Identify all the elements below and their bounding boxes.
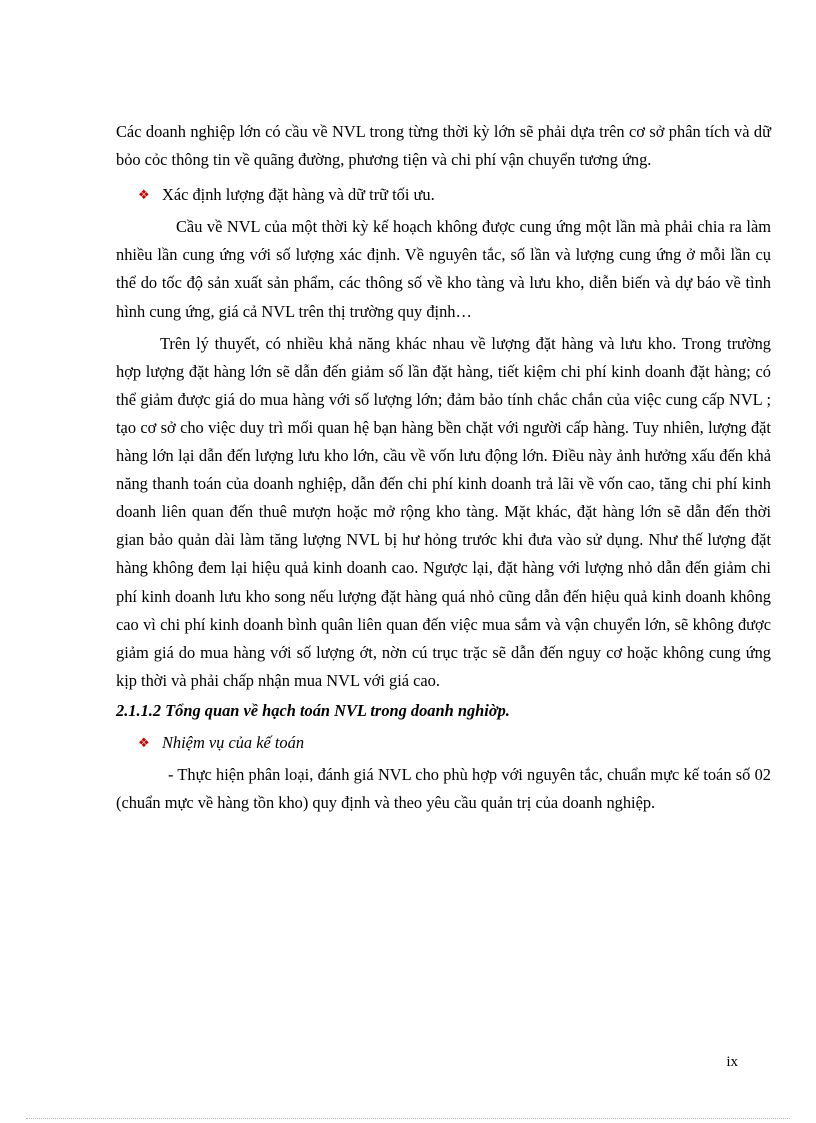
diamond-bullet-icon: ❖ (138, 735, 150, 751)
page-boundary-line (26, 1118, 790, 1119)
paragraph-order-theory: Trên lý thuyết, có nhiều khả năng khác nhau về lượng đặt hàng và lưu kho. Trong trường hợp lượng đặt hàng lớn sẽ dẫn đến giảm số lần đặt hàng, tiết kiệm chi phí kinh doanh đặt hàng; có thể giảm được giá do mua hàng với số lượng lớn; đảm bảo tính chắc chắn của việc cung cấp NVL ; tạo cơ sở cho việc duy trì mối quan hệ bạn hàng bền chặt với người cấp hàng. Tuy nhiên, lượng đặt hàng lớn lại dẫn đến lượng lưu kho lớn, cầu về vốn lưu động lớn. Điều này ảnh hưởng xấu đến khả năng thanh toán của doanh nghiệp, dẫn đến chi phí kinh doanh trả lãi về vốn cao, tăng chi phí kinh doanh liên quan đến thuê mượn hoặc mở rộng kho tàng. Mặt khác, đặt hàng lớn sẽ dẫn đến thời gian bảo quản dài làm tăng lượng NVL bị hư hỏng trước khi đưa vào sử dụng. Như thế lượng đặt hàng không đem lại hiệu quả kinh doanh cao. Ngược lại, đặt hàng với lượng nhỏ dẫn đến giảm chi phí kinh doanh lưu kho song nếu lượng đặt hàng quá nhỏ cũng dẫn đến hiệu quả kinh doanh không cao vì chi phí kinh doanh bình quân liên quan đến việc mua sắm và vận chuyển lớn, sẽ không được giảm giá do mua hàng với số lượng ớt, nờn cú trục trặc sẽ dẫn đến nguy cơ hoặc không cung ứng kịp thời và phải chấp nhận mua NVL với giá cao. (116, 333, 771, 690)
page-content (116, 118, 771, 817)
paragraph-classification: - Thực hiện phân loại, đánh giá NVL cho phù hợp với nguyên tắc, chuẩn mực kế toán số 02 (chuẩn mực về hàng tồn kho) quy định và theo yêu cầu quản trị của doanh nghiệp. (116, 765, 771, 813)
diamond-bullet-icon: ❖ (138, 188, 150, 204)
section-heading: 2.1.1.2 Tổng quan về hạch toán NVL trong doanh nghiờp. (116, 700, 510, 720)
paragraph-supply-demand: Cầu về NVL của một thời kỳ kế hoạch không được cung ứng một lần mà phải chia ra làm nhiều lần cung ứng với số lượng xác định. Về nguyên tắc, số lần và lượng cung ứng ở mỗi lần cụ thể do tốc độ sản xuất sản phẩm, các thông số về kho tàng và lưu kho, diễn biến và dự báo về tình hình cung ứng, giá cả NVL trên thị trường quy định… (116, 217, 771, 321)
bullet-accounting-tasks (116, 729, 771, 757)
page-number: ix (726, 1054, 738, 1070)
bullet-text: Xác định lượng đặt hàng và dữ trữ tối ưu. (162, 185, 435, 205)
paragraph-transport-costs: Các doanh nghiệp lớn có cầu về NVL trong từng thời kỳ lớn sẽ phải dựa trên cơ sở phân tích và dữ bỏo cỏc thông tin về quãng đường, phương tiện và chi phí vận chuyển tương ứng. (116, 122, 771, 170)
bullet-text: Nhiệm vụ của kế toán (162, 732, 305, 752)
bullet-optimal-order-quantity (116, 181, 771, 209)
